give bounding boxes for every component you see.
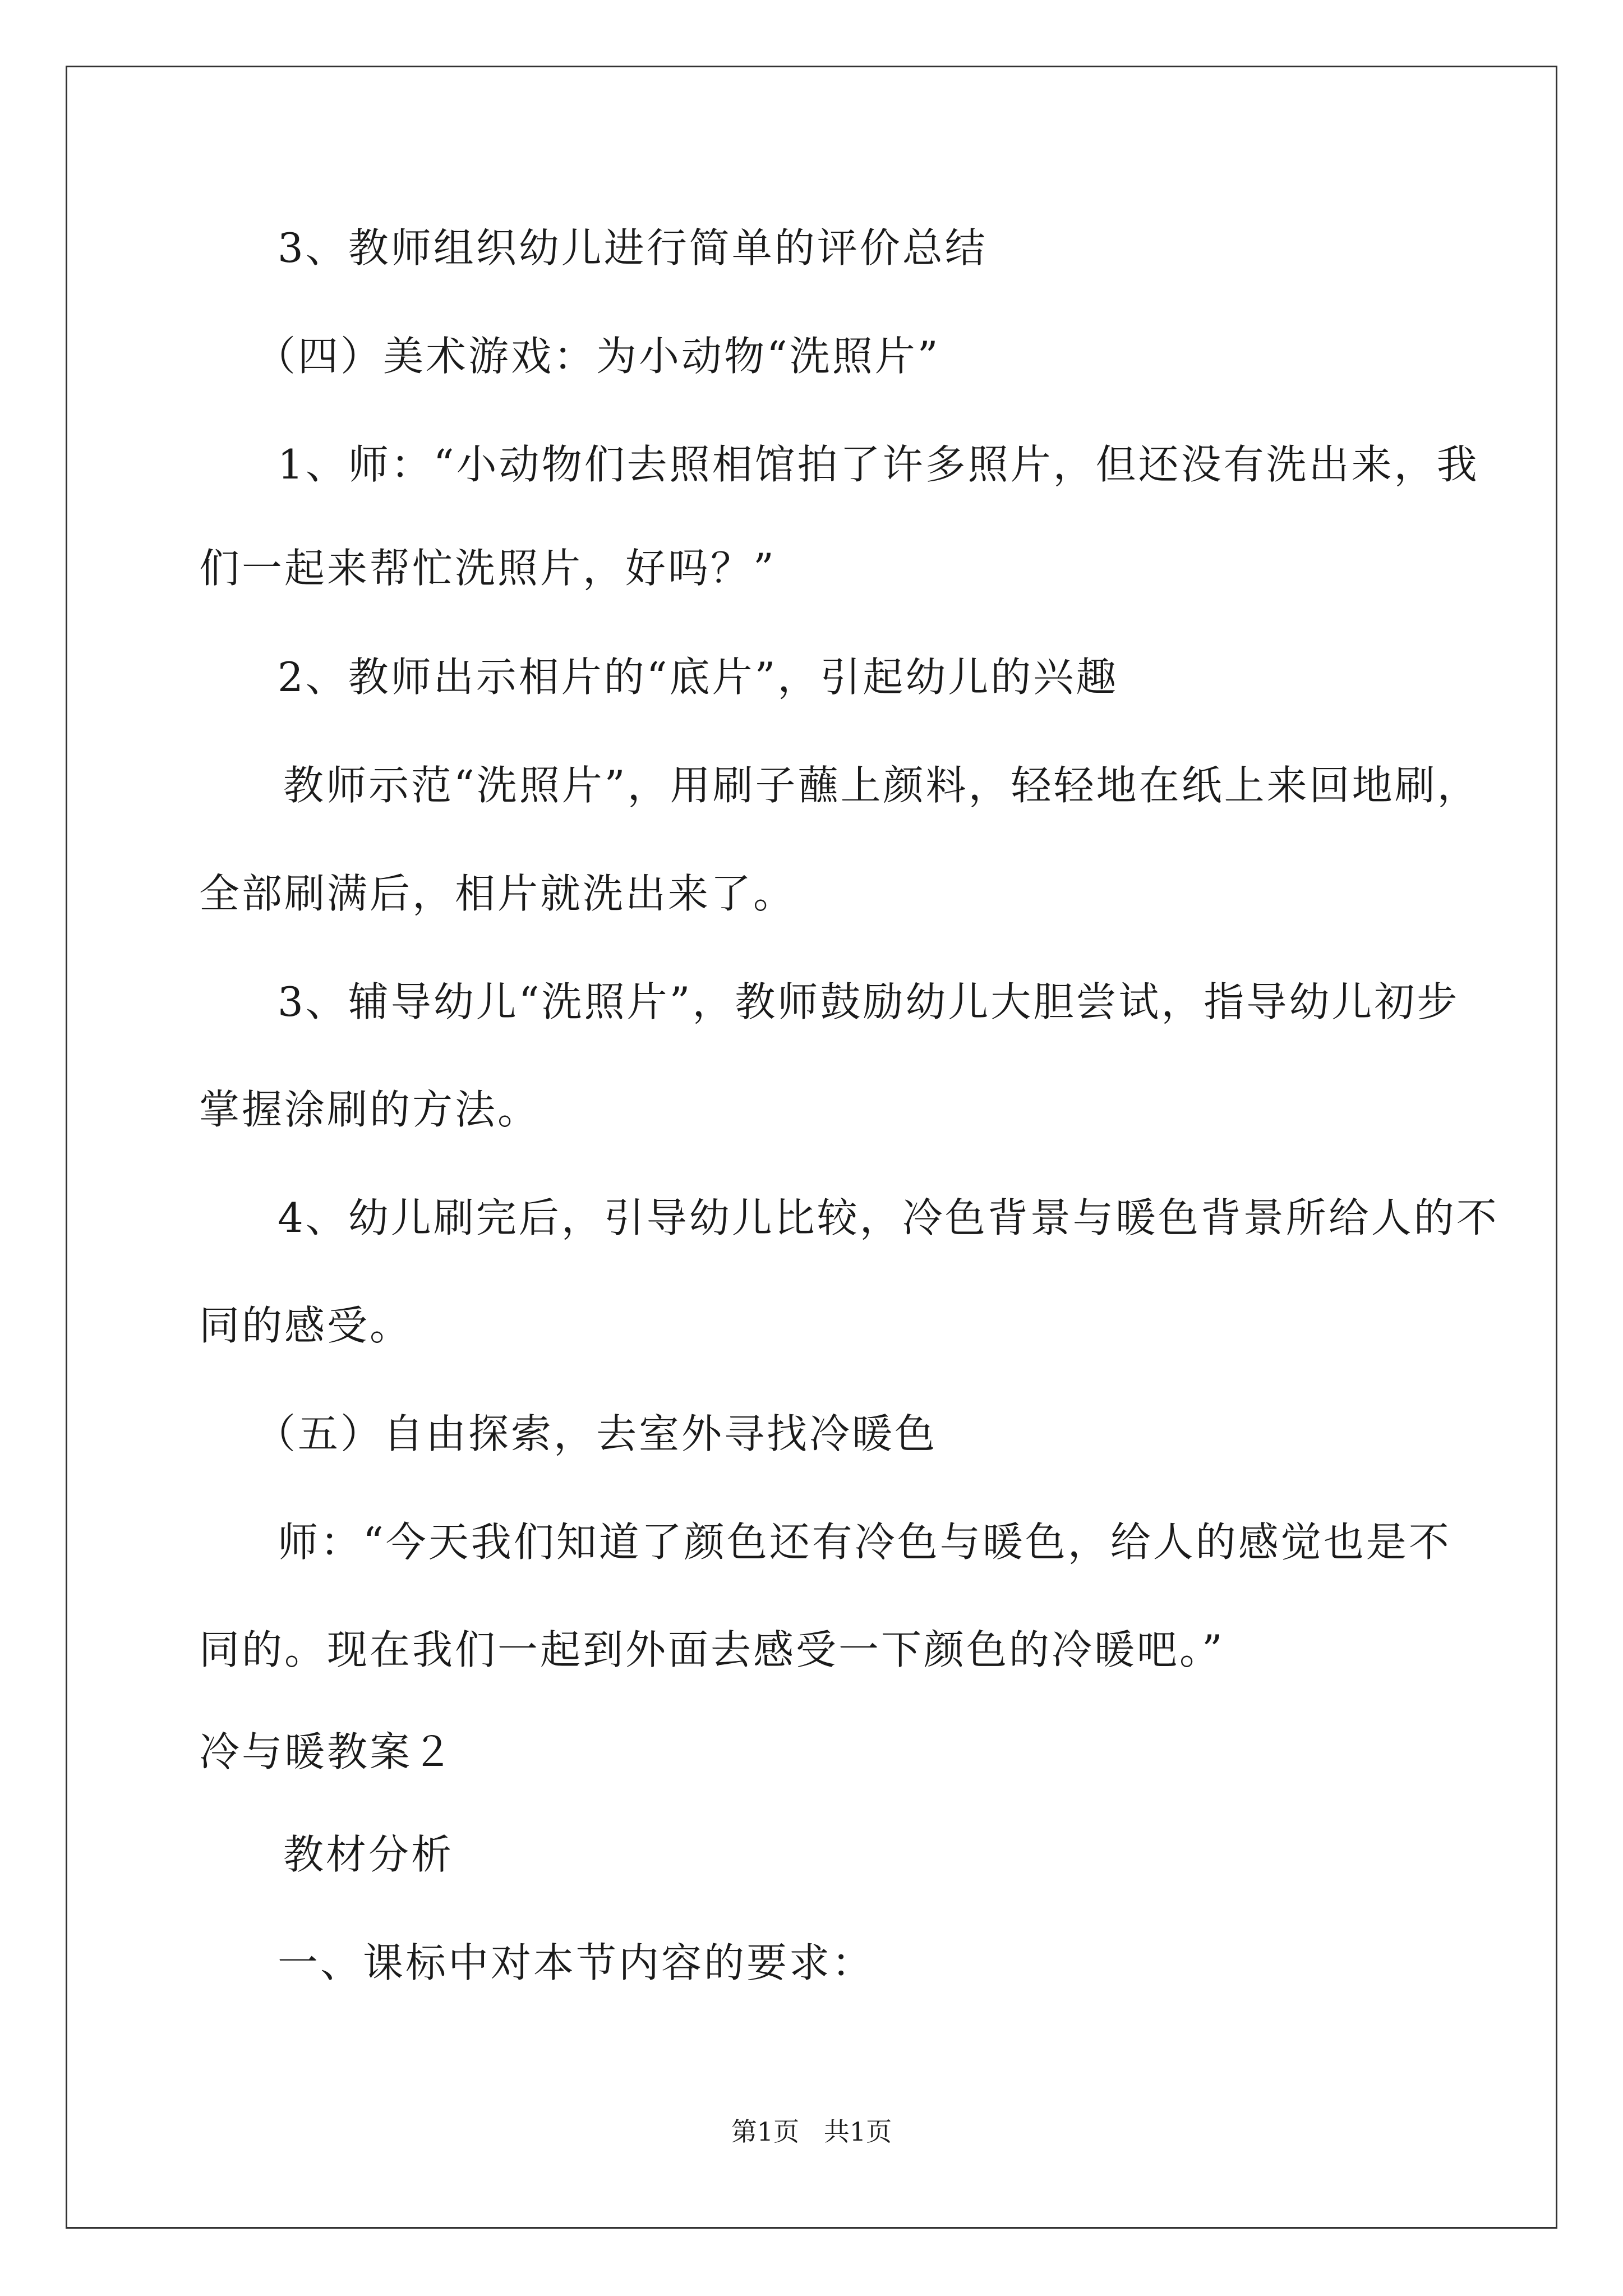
text-line: 师：“今天我们知道了颜色还有冷色与暖色，给人的感觉也是不 (278, 1519, 1451, 1566)
text-line: 同的感受。 (199, 1302, 413, 1349)
section-heading: 一、课标中对本节内容的要求： (278, 1939, 875, 1986)
page-number: 第1页 共1页 (731, 2116, 892, 2147)
text-line: 全部刷满后，相片就洗出来了。 (199, 870, 796, 917)
section-heading: （四）美术游戏：为小动物“洗照片” (255, 333, 940, 380)
text-line: 们一起来帮忙洗照片，好吗？” (199, 545, 776, 592)
document-title: 冷与暖教案２ (199, 1728, 455, 1775)
text-line: 教师示范“洗照片”，用刷子蘸上颜料，轻轻地在纸上来回地刷， (283, 762, 1480, 809)
section-heading: （五）自由探索，去室外寻找冷暖色 (255, 1410, 938, 1457)
text-line: 3、辅导幼儿“洗照片”，教师鼓励幼儿大胆尝试，指导幼儿初步 (278, 978, 1460, 1025)
text-line: 1、师：“小动物们去照相馆拍了许多照片，但还没有洗出来，我 (278, 441, 1479, 488)
text-line: 掌握涂刷的方法。 (199, 1086, 541, 1133)
text-line: 3、教师组织幼儿进行简单的评价总结 (278, 224, 988, 272)
text-line: 2、教师出示相片的“底片”，引起幼儿的兴趣 (278, 654, 1119, 701)
page-border (66, 66, 1557, 2229)
section-heading: 教材分析 (283, 1831, 454, 1878)
text-line: 4、幼儿刷完后，引导幼儿比较，冷色背景与暖色背景所给人的不 (278, 1194, 1499, 1241)
text-line: 同的。现在我们一起到外面去感受一下颜色的冷暖吧。” (199, 1626, 1225, 1673)
